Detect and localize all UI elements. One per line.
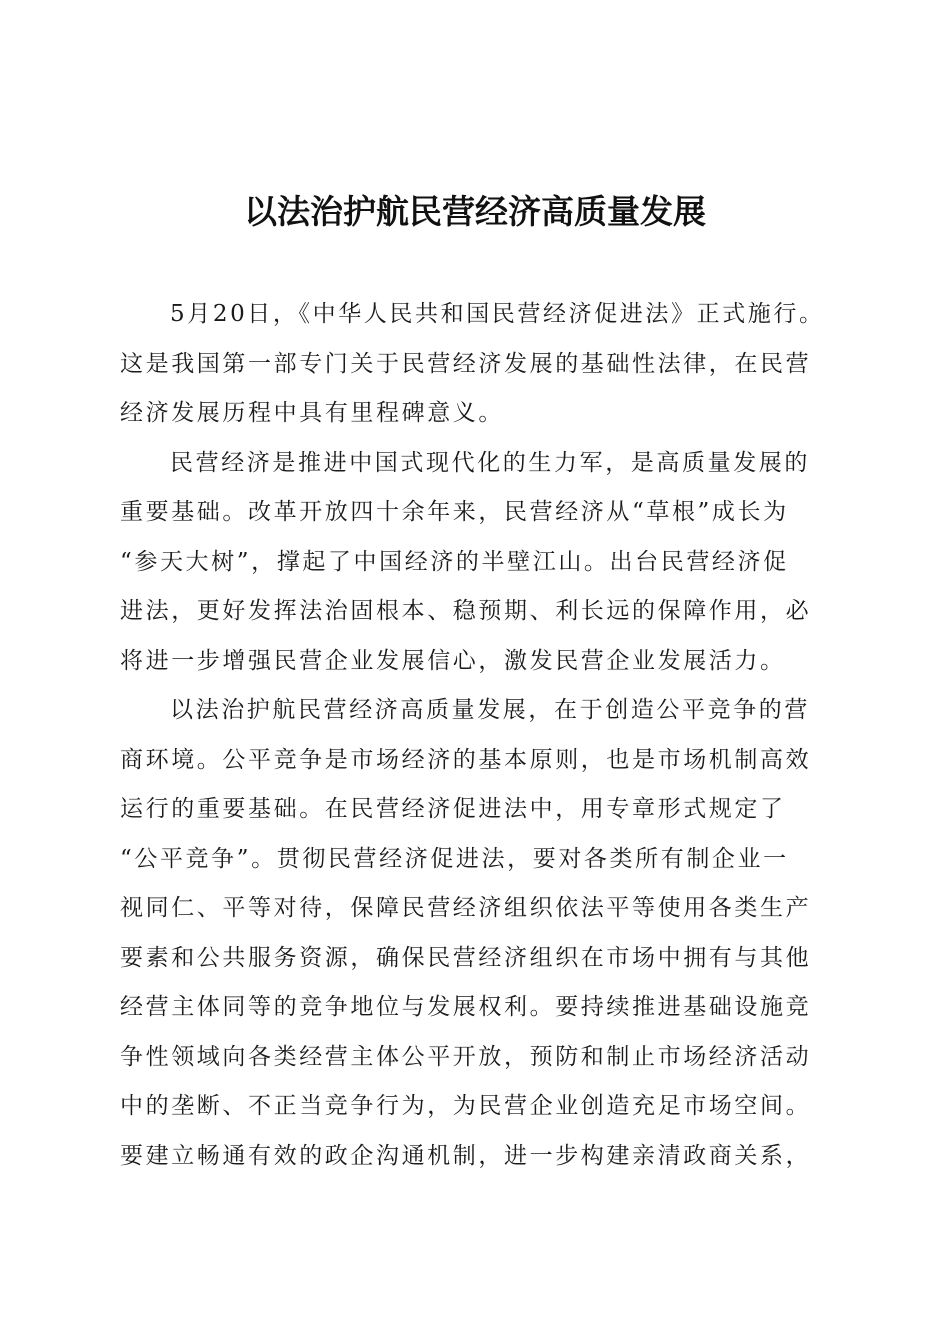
body-text-line: “参天大树”，撑起了中国经济的半壁江山。出台民营经济促: [120, 548, 789, 575]
body-text-line: 中的垄断、不正当竞争行为，为民营企业创造充足市场空间。: [120, 1093, 812, 1119]
document-body: [120, 290, 840, 1181]
body-text-line: 要素和公共服务资源，确保民营经济组织在市场中拥有与其他: [120, 944, 812, 971]
body-text-line: 争性领域向各类经营主体公平开放，预防和制止市场经济活动: [120, 1043, 812, 1070]
body-text-line: 商环境。公平竞争是市场经济的基本原则，也是市场机制高效: [120, 746, 812, 773]
body-text-line: 经营主体同等的竞争地位与发展权利。要持续推进基础设施竞: [120, 994, 812, 1020]
body-text-line: 将进一步增强民营企业发展信心，激发民营企业发展活力。: [120, 647, 786, 674]
document-title: 以法治护航民营经济高质量发展: [244, 192, 706, 231]
body-text-line: 进法，更好发挥法治固根本、稳预期、利长远的保障作用，必: [120, 598, 812, 624]
body-text-line: 运行的重要基础。在民营经济促进法中，用专章形式规定了: [120, 796, 786, 822]
body-text-line: 这是我国第一部专门关于民营经济发展的基础性法律，在民营: [120, 350, 812, 377]
body-text-line: 经济发展历程中具有里程碑意义。: [120, 400, 504, 426]
body-text-line: “公平竞争”。贯彻民营经济促进法，要对各类所有制企业一: [120, 845, 789, 872]
body-text-line: 以法治护航民营经济高质量发展，在于创造公平竞争的营: [170, 697, 810, 723]
body-text-line: 民营经济是推进中国式现代化的生力军，是高质量发展的: [170, 449, 810, 476]
body-text-line: 视同仁、平等对待，保障民营经济组织依法平等使用各类生产: [120, 895, 812, 921]
body-text-line: 重要基础。改革开放四十余年来，民营经济从“草根”成长为: [120, 499, 789, 525]
body-text-line: 5月20日，《中华人民共和国民营经济促进法》正式施行。: [170, 301, 825, 327]
body-text-line: 要建立畅通有效的政企沟通机制，进一步构建亲清政商关系，: [120, 1142, 812, 1169]
